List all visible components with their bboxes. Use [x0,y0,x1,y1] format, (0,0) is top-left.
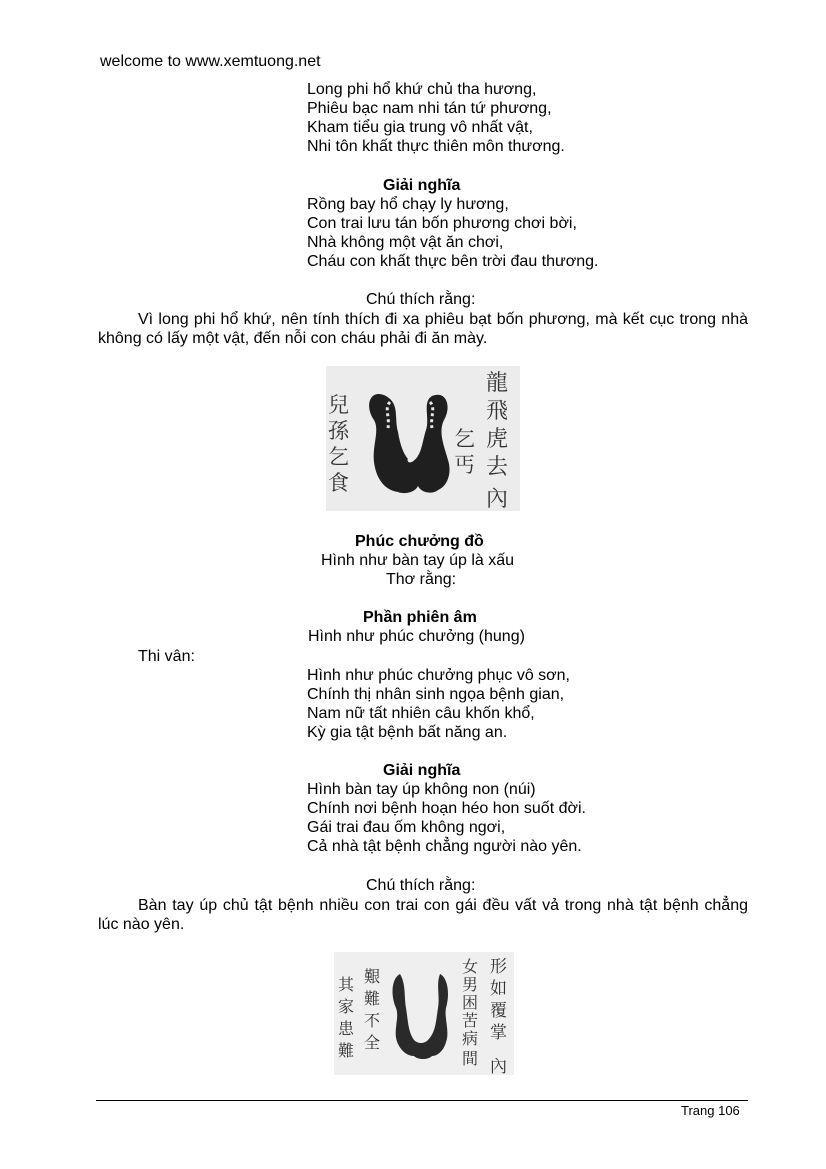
phonetic-title: Phần phiên âm [363,609,477,626]
meaning-line: Con trai lưu tán bốn phương chơi bời, [307,215,577,232]
section-intro: Thơ rằng: [386,571,457,588]
note-paragraph: Vì long phi hổ khứ, nên tính thích đi xa phiêu bạt bốn phương, mà kết cục trong nhà không có lấy một vật, đến nỗi con cháu phải đi ăn mày. [98,311,748,347]
hanzi-char: 掌 [490,1023,507,1043]
meaning-line: Chính nơi bệnh hoạn héo hon suốt đời. [307,800,586,817]
footer-divider [96,1100,748,1101]
hanzi-char: 女 [462,957,479,976]
hanzi-char: 虎 [486,427,509,452]
hanzi-char: 難 [338,1041,355,1060]
meaning-line: Nhà không một vật ăn chơi, [307,234,504,251]
figure-right-column [486,371,508,511]
phonetic-subtitle: Hình như phúc chưởng (hung) [308,628,525,645]
hanzi-char: 覆 [490,1001,507,1021]
note-paragraph: Bàn tay úp chủ tật bệnh nhiều con trai con gái đều vất vả trong nhà tật bệnh chẳng lúc nào yên. [98,897,748,933]
hanzi-char: 間 [462,1049,479,1068]
hanzi-char: 飛 [486,399,509,424]
poem-line: Kham tiểu gia trung vô nhất vật, [307,119,533,136]
hanzi-char: 男 [462,975,479,994]
figure-overturned-palm [334,952,514,1075]
hanzi-char: 不 [364,1011,381,1030]
figure-dragon-tiger [326,366,520,511]
hanzi-char: 內 [490,1057,507,1075]
hanzi-char: 難 [364,989,381,1008]
poem-line: Nam nữ tất nhiên câu khốn khổ, [307,705,535,722]
hanzi-char: 孫 [328,419,349,443]
page-number: Trang 106 [681,1103,740,1118]
note-title: Chú thích rằng: [366,877,476,894]
hanzi-char: 內 [486,487,509,511]
meaning-title: Giải nghĩa [383,762,461,779]
poem-line: Kỳ gia tật bệnh bất năng an. [307,724,508,741]
poem-line: Nhi tôn khất thực thiên môn thương. [307,138,565,155]
hanzi-char: 去 [486,455,509,480]
poem-line: Hình như phúc chưởng phục vô sơn, [307,667,570,684]
hanzi-char: 全 [364,1033,381,1052]
hanzi-char: 其 [338,975,355,994]
meaning-title: Giải nghĩa [383,177,461,194]
hanzi-char: 艱 [364,967,381,986]
hanzi-char: 病 [462,1029,479,1048]
meaning-line: Rồng bay hổ chạy ly hương, [307,196,509,213]
poem-line: Long phi hổ khứ chủ tha hương, [307,81,537,98]
hanzi-char: 乞 [328,445,349,469]
meaning-line: Hình bàn tay úp không non (núi) [307,781,536,798]
note-title: Chú thích rằng: [366,291,476,308]
site-header: welcome to www.xemtuong.net [100,53,321,70]
hanzi-char: 形 [490,957,507,977]
meaning-line: Cả nhà tật bệnh chẳng người nào yên. [307,838,582,855]
thi-van-label: Thi vân: [138,648,195,665]
hanzi-char: 丐 [454,453,475,477]
hanzi-char: 困 [462,993,479,1012]
hanzi-char: 乞 [454,427,475,451]
hanzi-char: 龍 [486,371,509,396]
hanzi-char: 家 [338,997,355,1016]
hanzi-char: 苦 [462,1011,479,1030]
hanzi-char: 兒 [328,393,349,417]
hanzi-char: 食 [328,471,349,495]
meaning-line: Cháu con khất thực bên trời đau thương. [307,253,599,270]
figure-column-2 [462,957,478,1068]
meaning-line: Gái trai đau ốm không ngơi, [307,819,506,836]
figure-column-1 [490,957,507,1075]
hanzi-char: 如 [490,979,507,999]
section-title: Phúc chưởng đồ [355,533,484,550]
hanzi-char: 患 [338,1019,355,1038]
section-subtitle: Hình như bàn tay úp là xấu [321,552,515,569]
poem-line: Phiêu bạc nam nhi tán tứ phương, [307,100,552,117]
poem-line: Chính thị nhân sinh ngọa bệnh gian, [307,686,565,703]
